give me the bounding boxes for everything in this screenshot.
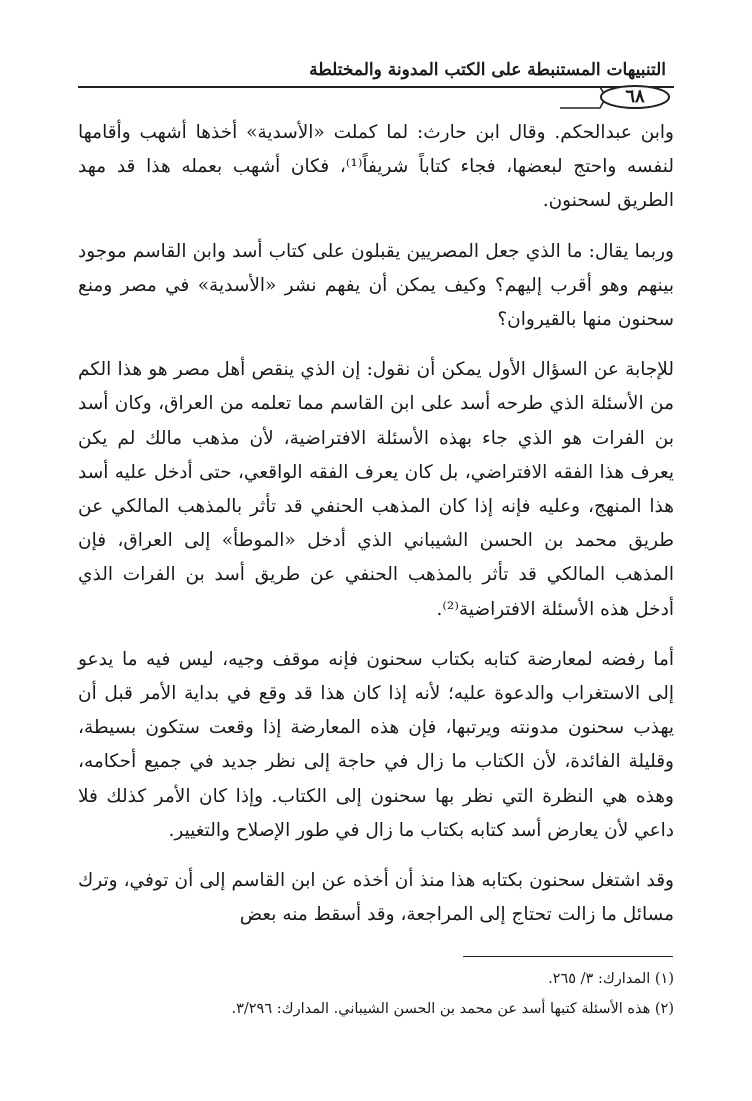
page-number: ٦٨ <box>625 86 645 107</box>
footnote-rule <box>463 956 673 957</box>
paragraph: وربما يقال: ما الذي جعل المصريين يقبلون على كتاب أسد وابن القاسم موجود بينهم وهو أقرب إليهم؟ وكيف يمكن أن يفهم نشر «الأسدية» في مصر ومنع سحنون منها بالقيروان؟ <box>78 240 674 331</box>
paragraph: وقد اشتغل سحنون بكتابه هذا منذ أن أخذه عن ابن القاسم إلى أن توفي، وترك مسائل ما زالت تحتاج إلى المراجعة، وقد أسقط منه بعض <box>78 870 674 926</box>
paragraph: أما رفضه لمعارضة كتابه بكتاب سحنون فإنه موقف وجيه، ليس فيه ما يدعو إلى الاستغراب والدعوة عليه؛ لأنه إذا كان هذا قد وقع في بداية الأمر قبل أن يهذب سحنون مدونته ويرتبها، فإن هذه المعارضة إذا وقعت ستكون بسيطة، وقليلة الفائدة، لأن الكتاب ما زال في حاجة إلى نظر جديد في جميع أحكامه، وهذه هي النظرة التي نظر بها سحنون إلى الكتاب. وإذا كان الأمر كذلك فلا داعي لأن يعارض أسد كتابه بكتاب ما زال في طور الإصلاح والتغيير. <box>78 648 674 841</box>
paragraph: للإجابة عن السؤال الأول يمكن أن نقول: إن الذي ينقص أهل مصر هو هذا الكم من الأسئلة الذي طرحه أسد على ابن القاسم مما تعلمه من العراق، وكان أسد بن الفرات هو الذي جاء بهذه الأسئلة الافتراضية، لأن مذهب مالك لم يكن يعرف هذا الفقه الافتراضي، بل كان يعرف الفقه الواقعي، حتى أدخل عليه أسد هذا المنهج، وعليه فإنه إذا كان المذهب الحنفي قد تأثر بالمذهب المالكي عن طريق محمد بن الحسن الشيباني الذي أدخل «الموطأ» إلى العراق، فإن المذهب المالكي قد تأثر بالمذهب الحنفي عن طريق أسد بن الفرات الذي أدخل هذه الأسئلة الافتراضية⁽²⁾. <box>78 359 674 620</box>
running-head-title: التنبيهات المستنبطة على الكتب المدونة والمختلطة <box>309 60 666 80</box>
main-text <box>78 116 674 948</box>
footnote: (١) المدارك: ٣/ ٢٦٥. <box>548 971 674 987</box>
footnotes <box>78 964 674 1024</box>
paragraph: وابن عبدالحكم. وقال ابن حارث: لما كملت «الأسدية» أخذها أشهب وأقامها لنفسه واحتج لبعضها، فجاء كتاباً شريفاً⁽¹⁾، فكان أشهب بعمله هذا قد مهد الطريق لسحنون. <box>78 122 674 212</box>
footnote: (٢) هذه الأسئلة كتبها أسد عن محمد بن الحسن الشيباني. المدارك: ٣/٢٩٦. <box>231 1001 674 1017</box>
